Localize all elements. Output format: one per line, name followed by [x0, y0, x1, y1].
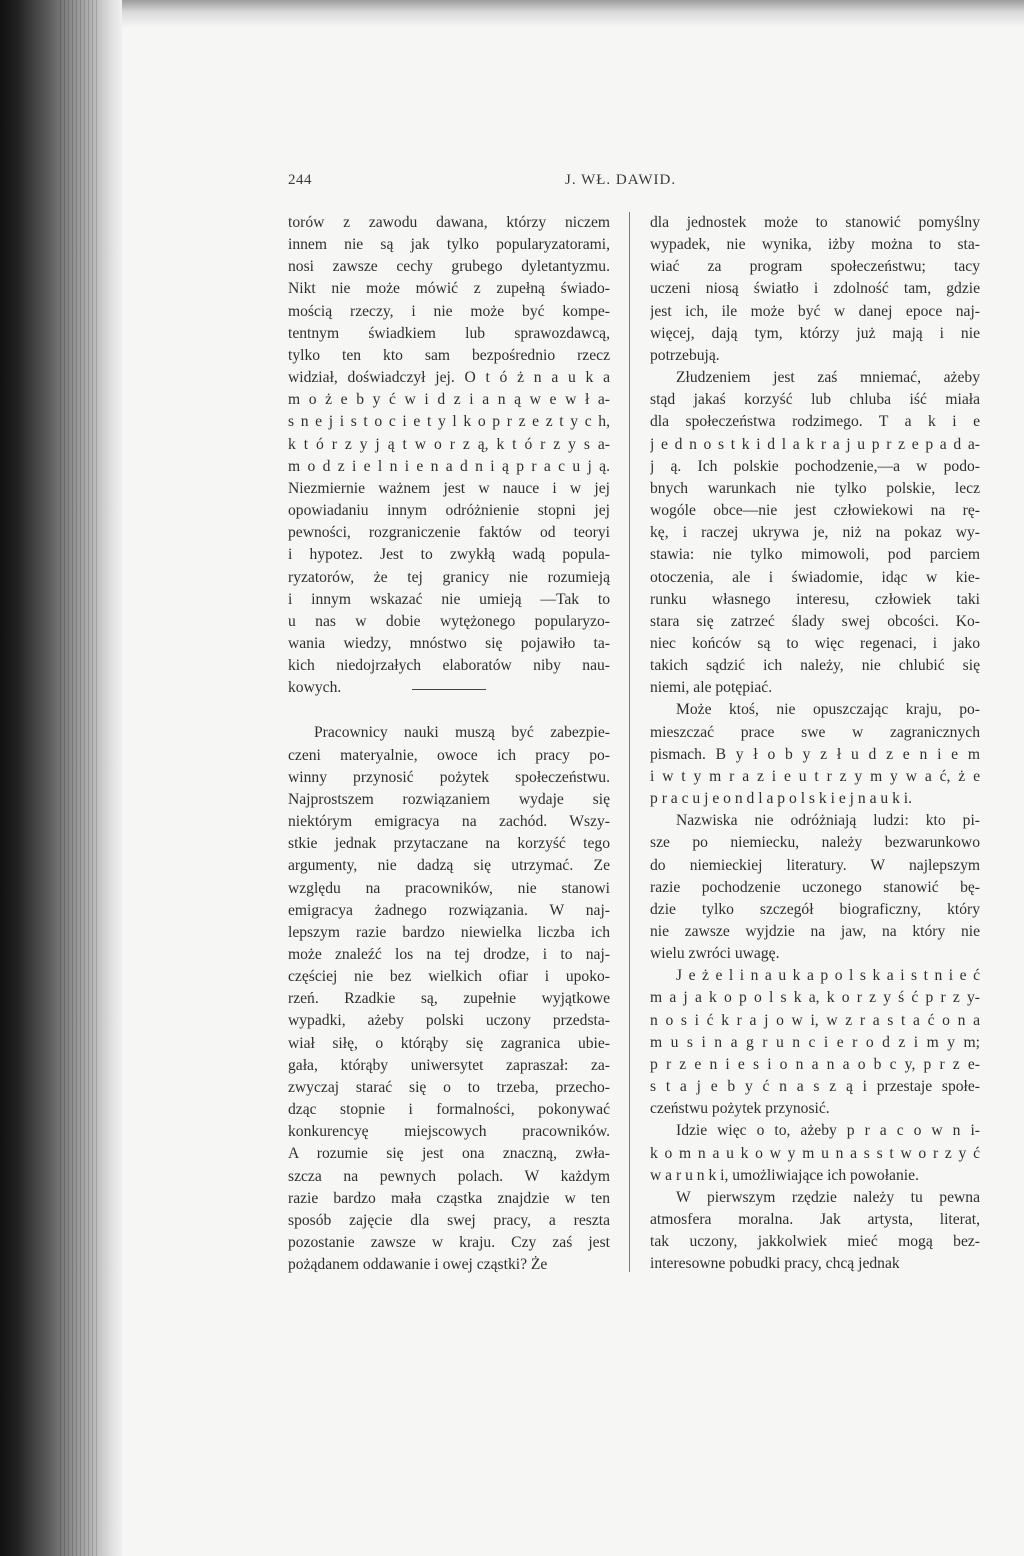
paragraph-block [650, 1120, 980, 1186]
text-line: wiał siłę, o którąby się zagranica ubie- [288, 1034, 610, 1052]
text-line: dla społeczeństwa rodzimego. T a k i e [650, 413, 980, 431]
text-line: niemi, ale potępiać. [650, 679, 773, 697]
text-line: ryzatorów, że tej granicy nie rozumieją [288, 568, 610, 586]
text-line: sposób zajęcie dla swej pracy, a reszta [288, 1211, 610, 1229]
paragraph-block [650, 965, 980, 1120]
text-line: potrzebują. [650, 346, 720, 364]
text-line: k t ó r z y j ą t w o r z ą, k t ó r z y s a- [288, 435, 610, 453]
scan-top-shadow [0, 0, 1024, 28]
text-line: pożądanem oddawanie i owej cząstki? Że [288, 1256, 548, 1274]
text-line: wypadki, ażeby polski uczony przedsta- [288, 1012, 610, 1030]
text-line: m o ż e b y ć w i d z i a n ą w e w ł a- [288, 391, 610, 409]
text-line: sze po niemiecku, należy bezwarunkowo [650, 834, 980, 852]
text-line: tylko ten kto sam bezpośrednio rzecz [288, 346, 610, 364]
paragraph-block [288, 722, 610, 1276]
text-line: do niemieckiej literatury. W najlepszym [650, 856, 980, 874]
text-line: uczeni niosą światło i zdolność tam, gdzie [650, 280, 980, 298]
text-line: stkie jednak przytaczane na korzyść tego [288, 835, 610, 853]
section-divider [412, 689, 486, 690]
text-line: stara się zatrzeć ślady swej obcości. Ko- [650, 612, 980, 630]
text-line: torów z zawodu dawana, którzy niczem [288, 214, 610, 231]
text-line: w a r u n k i, umożliwiające ich powołanie. [650, 1166, 919, 1184]
text-line: względu na pracowników, nie stanowi [288, 879, 610, 897]
text-line: stąd jakaś korzyść lub chluba iść miała [650, 391, 980, 409]
text-line: rzeń. Rzadkie są, zupełnie wyjątkowe [288, 990, 610, 1008]
text-line: Nazwiska nie odróżniają ludzi: kto pi- [676, 812, 980, 830]
left-column [288, 212, 610, 1276]
text-line: więcej, dają tym, którzy już mają i nie [650, 324, 980, 342]
text-line: emigracya żadnego rozwiązania. W naj- [288, 901, 610, 919]
text-line: Niezmiernie ważnem jest w nauce i w jej [288, 479, 610, 497]
text-line: Pracownicy nauki muszą być zabezpie- [314, 724, 610, 742]
text-line: nosi zawsze cechy grubego dyletantyzmu. [288, 258, 610, 276]
section-gap [288, 700, 610, 722]
text-line: wielu zwróci uwagę. [650, 945, 780, 963]
text-line: stawia: nie tylko mimowoli, pod parciem [650, 546, 980, 564]
text-line: atmosfera moralna. Jak artysta, literat, [650, 1211, 980, 1229]
text-line: dzie tylko szczegół biograficzny, który [650, 900, 980, 918]
text-line: czeństwu pożytek przynosić. [650, 1100, 830, 1118]
paragraph-block [650, 699, 980, 810]
text-line: dla jednostek może to stanowić pomyślny [650, 214, 980, 231]
text-line: n o s i ć k r a j o w i, w z r a s t a ć o n a [650, 1011, 980, 1029]
text-line: argumenty, nie dadzą się utrzymać. Ze [288, 857, 610, 875]
column-rule [629, 212, 630, 1272]
text-line: tentnym świadkiem lub sprawozdawcą, [288, 324, 610, 342]
text-line: bnych warunkach nie tylko polskie, lecz [650, 479, 980, 497]
paragraph-block [650, 810, 980, 965]
text-line: widział, doświadczył jej. O t ó ż n a u k a [288, 369, 610, 387]
text-line: Najprostszem rozwiązaniem wydaje się [288, 790, 610, 808]
text-line: interesowne pobudki pracy, chcą jednak [650, 1255, 900, 1273]
text-line: kich niedojrzałych elaboratów niby nau- [288, 657, 610, 675]
text-line: gała, którąby uniwersytet zapraszał: za- [288, 1056, 610, 1074]
text-line: takich sądzić ich należy, nie chlubić się [650, 657, 980, 675]
text-line: p r a c u j e o n d l a p o l s k i e j n a u k i. [650, 790, 913, 808]
paragraph-block [650, 212, 980, 367]
text-line: nie zawsze wyjdzie na jaw, na który nie [650, 923, 980, 940]
page-number: 244 [288, 172, 312, 188]
text-line: pozostanie zawsze w kraju. Czy zaś jest [288, 1234, 610, 1252]
text-line: jest ich, ile może być w danej epoce naj- [650, 302, 980, 320]
text-line: wania wiedzy, mnóstwo się pojawiło ta- [288, 634, 610, 652]
text-line: mością rzeczy, i nie może być kompe- [288, 302, 610, 320]
text-line: u nas w dobie wytężonego popularyzo- [288, 612, 610, 630]
text-line: W pierwszym rzędzie należy tu pewna [676, 1188, 980, 1206]
text-line: razie pochodzenie uczonego stanowić bę- [650, 878, 980, 896]
right-column [650, 212, 980, 1276]
text-line: pewności, rozgraniczenie faktów od teoryi [288, 524, 610, 542]
text-line: kowych. [288, 679, 342, 697]
running-head: J. WŁ. DAWID. [565, 172, 677, 188]
text-line: j e d n o s t k i d l a k r a j u p r z e p a d a- [650, 435, 980, 453]
text-line: tak uczony, jakkolwiek mieć mogą bez- [650, 1233, 980, 1251]
book-page-edges [60, 0, 100, 1556]
text-line: i w t y m r a z i e u t r z y m y w a ć, ż e [650, 767, 980, 785]
text-line: s n e j i s t o c i e t y l k o p r z e z t y c h, [288, 413, 610, 431]
text-line: Idzie więc o to, ażeby p r a c o w n i- [676, 1122, 980, 1140]
paragraph-block [650, 367, 980, 699]
text-line: zwyczaj starać się o to trzeba, przecho- [288, 1078, 610, 1096]
text-line: Nikt nie może mówić z zupełną świado- [288, 280, 610, 298]
text-line: p r z e n i e s i o n a n a o b c y, p r z e- [650, 1055, 980, 1073]
text-line: może znaleźć los na tej drodze, i to naj- [288, 946, 610, 963]
text-line: wypadek, nie wynika, iżby można to sta- [650, 236, 980, 254]
text-line: mieszczać prace swe w zagranicznych [650, 723, 980, 741]
text-line: j ą. Ich polskie pochodzenie,—a w podo- [650, 457, 980, 475]
text-line: innem nie są jak tylko popularyzatorami, [288, 236, 610, 254]
text-line: J e ż e l i n a u k a p o l s k a i s t n i e ć [676, 967, 980, 985]
text-line: m a j a k o p o l s k a, k o r z y ś ć p r z y- [650, 989, 980, 1007]
text-line: lepszym razie bardzo niewielka liczba ich [288, 923, 610, 941]
text-line: A rozumie się jest ona znaczną, zwła- [288, 1145, 610, 1163]
text-line: m u s i n a g r u n c i e r o d z i m y m; [650, 1033, 980, 1051]
paragraph-block [650, 1187, 980, 1276]
text-line: niec końców są to więc regenaci, i jako [650, 634, 980, 652]
text-line: wiać za program społeczeństwu; tacy [650, 258, 980, 276]
text-line: i hypotez. Jest to zwykłą wadą popula- [288, 546, 610, 564]
paragraph-block [288, 212, 610, 699]
text-line: s t a j e b y ć n a s z ą i przestaje społe- [650, 1078, 980, 1096]
text-line: winny przynosić pożytek społeczeństwu. [288, 768, 610, 786]
text-line: otoczenia, ale i świadomie, idąc w kie- [650, 568, 980, 586]
text-line: runku własnego interesu, człowiek taki [650, 590, 980, 608]
text-line: Złudzeniem jest zaś mniemać, ażeby [676, 369, 980, 387]
text-line: wogóle obce—nie jest człowiekowi na rę- [650, 502, 980, 520]
text-line: opowiadaniu innym odróżnienie stopni jej [288, 502, 610, 520]
text-line: m o d z i e l n i e n a d n i ą p r a c u j ą. [288, 457, 610, 475]
text-line: pismach. B y ł o b y z ł u d z e n i e m [650, 745, 980, 763]
text-line: kę, i raczej ukrywa je, niż na pokaz wy- [650, 524, 980, 542]
text-line: Może ktoś, nie opuszczając kraju, po- [676, 701, 980, 719]
text-line: częściej nie bez wielkich ofiar i upoko- [288, 968, 610, 986]
text-line: czeni materyalnie, owoce ich pracy po- [288, 746, 610, 764]
text-line: k o m n a u k o w y m u n a s s t w o r z y ć [650, 1144, 980, 1162]
text-line: razie bardzo mała cząstka znajdzie w ten [288, 1189, 610, 1207]
text-line: dząc stopnie i formalności, pokonywać [288, 1101, 610, 1119]
text-line: i innym wskazać nie umieją —Tak to [288, 590, 610, 608]
text-line: konkurencyę miejscowych pracowników. [288, 1123, 610, 1141]
text-line: szcza na pewnych polach. W każdym [288, 1167, 610, 1185]
text-line: niektórym emigracya na zachód. Wszy- [288, 813, 610, 831]
